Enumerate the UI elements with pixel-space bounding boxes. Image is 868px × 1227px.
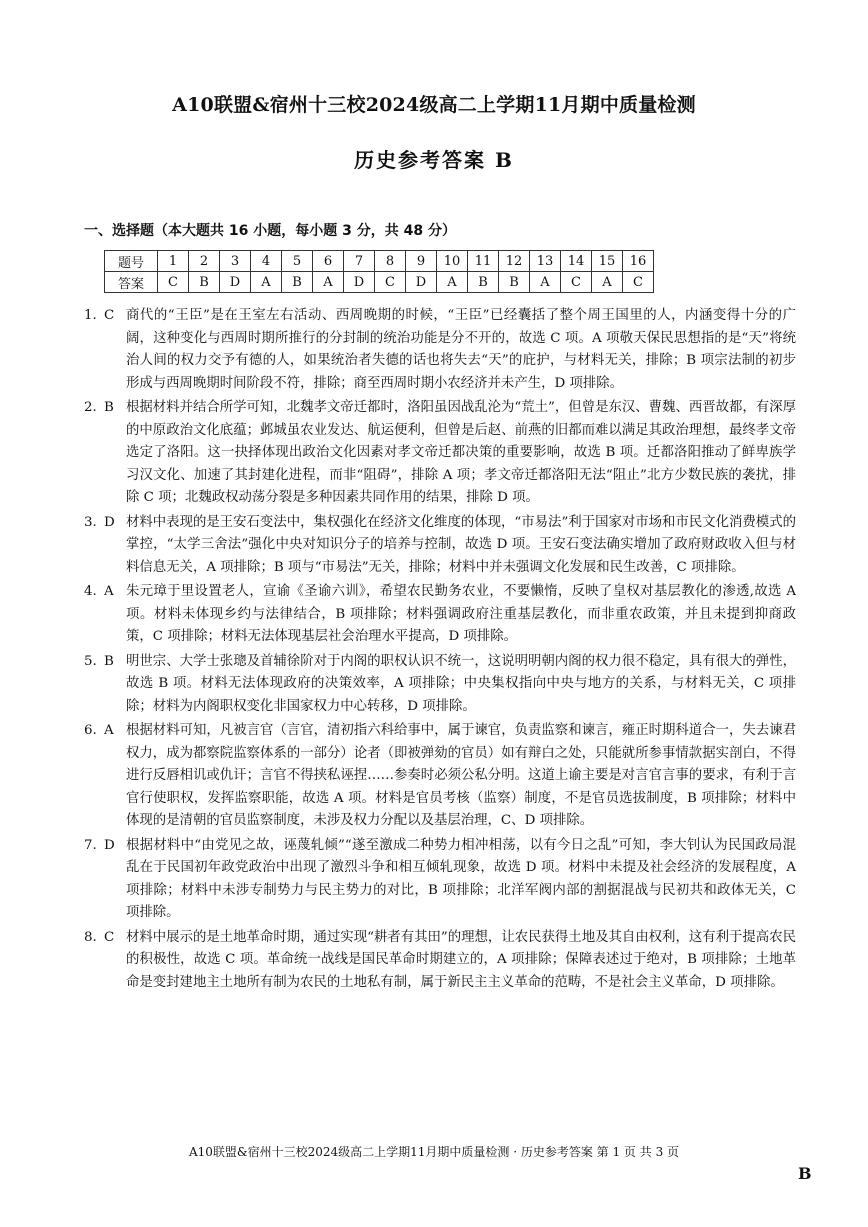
answer-cell: D [344,272,375,293]
item-number: 6. [84,723,97,738]
item-answer-letter: D [104,837,115,853]
section-heading: 一、选择题（本大题共 16 小题，每小题 3 分，共 48 分） [84,223,456,239]
answer-cell: C [158,272,189,293]
item-answer-letter: A [104,584,114,599]
answer-table-answer-row [105,272,654,293]
item-explanation-text: 根据材料中“由党见之故，诬蔑轧倾”“遂至激成二种势力相冲相荡，以有今日之乱”可知，李大钊认为民国政局混乱在于民国初年政党政治中出现了激烈斗争和相互倾轧现象，故选 D 项。材料中未提及社会经济的发展程度，A 项排除；材料中未涉专制势力与民主势力的对比，B 项排除；北洋军阀内部的割据混战与民初共和政体无关，C 项排除。 [126,837,796,920]
item-number: 3. [84,514,97,530]
item-answer-letter: B [104,653,114,669]
answer-cell: A [313,272,344,293]
explanation-item [84,835,796,925]
item-explanation-text: 材料中表现的是王安石变法中，集权强化在经济文化维度的体现，“市易法”利于国家对市场和市民文化消费模式的掌控，“太学三舍法”强化中央对知识分子的培养与控制，故选 D 项。王安石变法确实增加了政府财政收入但与材料信息无关，A 项排除；B 项与“市易法”无关，排除；材料中并未强调文化发展和民生改善，C 项排除。 [126,514,796,575]
item-answer-letter: D [104,514,115,530]
question-number-cell: 3 [220,251,251,272]
item-number: 1. [84,308,97,323]
document-subtitle: 历史参考答案 B [354,148,514,172]
question-number-cell: 5 [282,251,313,272]
question-number-cell: 16 [623,251,654,272]
item-number: 4. [84,584,97,599]
question-number-cell: 4 [251,251,282,272]
answer-cell: A [437,272,468,293]
question-number-cell: 14 [561,251,592,272]
explanation-item [84,397,796,510]
item-number: 8. [84,929,97,945]
answer-table [104,250,654,293]
question-number-cell: 8 [375,251,406,272]
question-number-cell: 9 [406,251,437,272]
question-number-cell: 15 [592,251,623,272]
item-answer-letter: C [104,929,115,945]
answer-cell: B [468,272,499,293]
item-explanation-text: 根据材料可知，凡被言官（言官，清初指六科给事中，属于谏官，负责监察和谏言，雍正时期科道合一，失去谏君权力，成为都察院监察体系的一部分）论者（即被弹劾的官员）如有辩白之处，只能就所参事情款据实剖白，不得进行反唇相讥或仇讦；言官不得挟私诬捏……参奏时必须公私分明。这道上谕主要是对言官言事的要求，有利于言官行使职权，发挥监察职能，故选 A 项。材料是官员考核（监察）制度，不是官员选拔制度，B 项排除；材料中体现的是清朝的官员监察制度，未涉及权力分配以及基层治理，C、D 项排除。 [126,723,796,828]
page-footer: A10联盟&宿州十三校2024级高二上学期11月期中质量检测 · 历史参考答案 第 1 页 共 3 页 [188,1145,680,1159]
version-badge: B [798,1164,812,1183]
question-number-cell: 6 [313,251,344,272]
answer-cell: C [623,272,654,293]
answer-cell: A [530,272,561,293]
question-number-cell: 1 [158,251,189,272]
item-explanation-text: 材料中展示的是土地革命时期，通过实现“耕者有其田”的理想，让农民获得土地及其自由权利，这有利于提高农民的积极性，故选 C 项。革命统一战线是国民革命时期建立的，A 项排除；保障表述过于绝对，B 项排除；土地革命是变封建地主土地所有制为农民的土地私有制，属于新民主主义革命的范畴，不是社会主义革命，D 项排除。 [126,929,796,990]
item-explanation-text: 根据材料并结合所学可知，北魏孝文帝迁都时，洛阳虽因战乱沦为“荒土”，但曾是东汉、曹魏、西晋故都，有深厚的中原政治文化底蕴；邺城虽农业发达、航运便利，但曾是后赵、前燕的旧都而难以满足其政治理想，最终孝文帝选定了洛阳。这一抉择体现出政治文化因素对孝文帝迁都决策的重要影响，故选 B 项。迁都洛阳推动了鲜卑族学习汉文化、加速了其封建化进程，而非“阻碍”，排除 A 项；孝文帝迁都洛阳无法“阻止”北方少数民族的袭扰，排除 C 项；北魏政权动荡分裂是多种因素共同作用的结果，排除 D 项。 [126,400,797,505]
answer-table-number-row [105,251,654,272]
question-number-cell: 12 [499,251,530,272]
item-number: 5. [84,653,97,669]
answer-cell: A [592,272,623,293]
answer-cell: C [375,272,406,293]
item-answer-letter: B [104,400,114,415]
answer-cell: B [282,272,313,293]
answer-cell: A [251,272,282,293]
item-explanation-text: 明世宗、大学士张璁及首辅徐阶对于内阁的职权认识不统一，这说明明朝内阁的权力很不稳定，具有很大的弹性，故选 B 项。材料无法体现政府的决策效率，A 项排除；中央集权指向中央与地方的关系，与材料无关，C 项排除；材料为内阁职权变化非国家权力中心转移，D 项排除。 [126,653,796,714]
answer-cell: C [561,272,592,293]
item-answer-letter: A [104,723,114,738]
question-number-cell: 7 [344,251,375,272]
row-label-number: 题号 [105,251,158,272]
item-answer-letter: C [104,308,115,323]
explanation-list [84,305,796,996]
answer-cell: B [499,272,530,293]
item-explanation-text: 商代的“王臣”是在王室左右活动、西周晚期的时候，“王臣”已经囊括了整个周王国里的人，内涵变得十分的广阔，这种变化与西周时期所推行的分封制的统治功能是分不开的，故选 C 项。A 项敬天保民思想指的是“天”将统治人间的权力交予有德的人，如果统治者失德的话也将失去“天”的庇护，与材料无关，排除；B 项宗法制的初步形成与西周晚期时间阶段不符，排除；商至西周时期小农经济并未产生，D 项排除。 [126,308,796,391]
question-number-cell: 11 [468,251,499,272]
explanation-item [84,305,796,395]
question-number-cell: 13 [530,251,561,272]
explanation-item [84,927,796,995]
answer-cell: B [189,272,220,293]
answer-cell: D [220,272,251,293]
question-number-cell: 2 [189,251,220,272]
item-number: 7. [84,837,97,853]
item-explanation-text: 朱元璋于里设置老人，宣谕《圣谕六训》，希望农民勤务农业，不要懒惰，反映了皇权对基层教化的渗透,故选 A 项。材料未体现乡约与法律结合，B 项排除；材料强调政府注重基层教化，而非重农政策，并且未提到抑商政策，C 项排除；材料无法体现基层社会治理水平提高，D 项排除。 [126,584,796,644]
explanation-item [84,720,796,833]
item-number: 2. [84,400,97,415]
answer-cell: D [406,272,437,293]
row-label-answer: 答案 [105,272,158,293]
explanation-item [84,581,796,649]
explanation-item [84,512,796,580]
explanation-item [84,651,796,719]
question-number-cell: 10 [437,251,468,272]
document-title: A10联盟&宿州十三校2024级高二上学期11月期中质量检测 [172,94,696,116]
